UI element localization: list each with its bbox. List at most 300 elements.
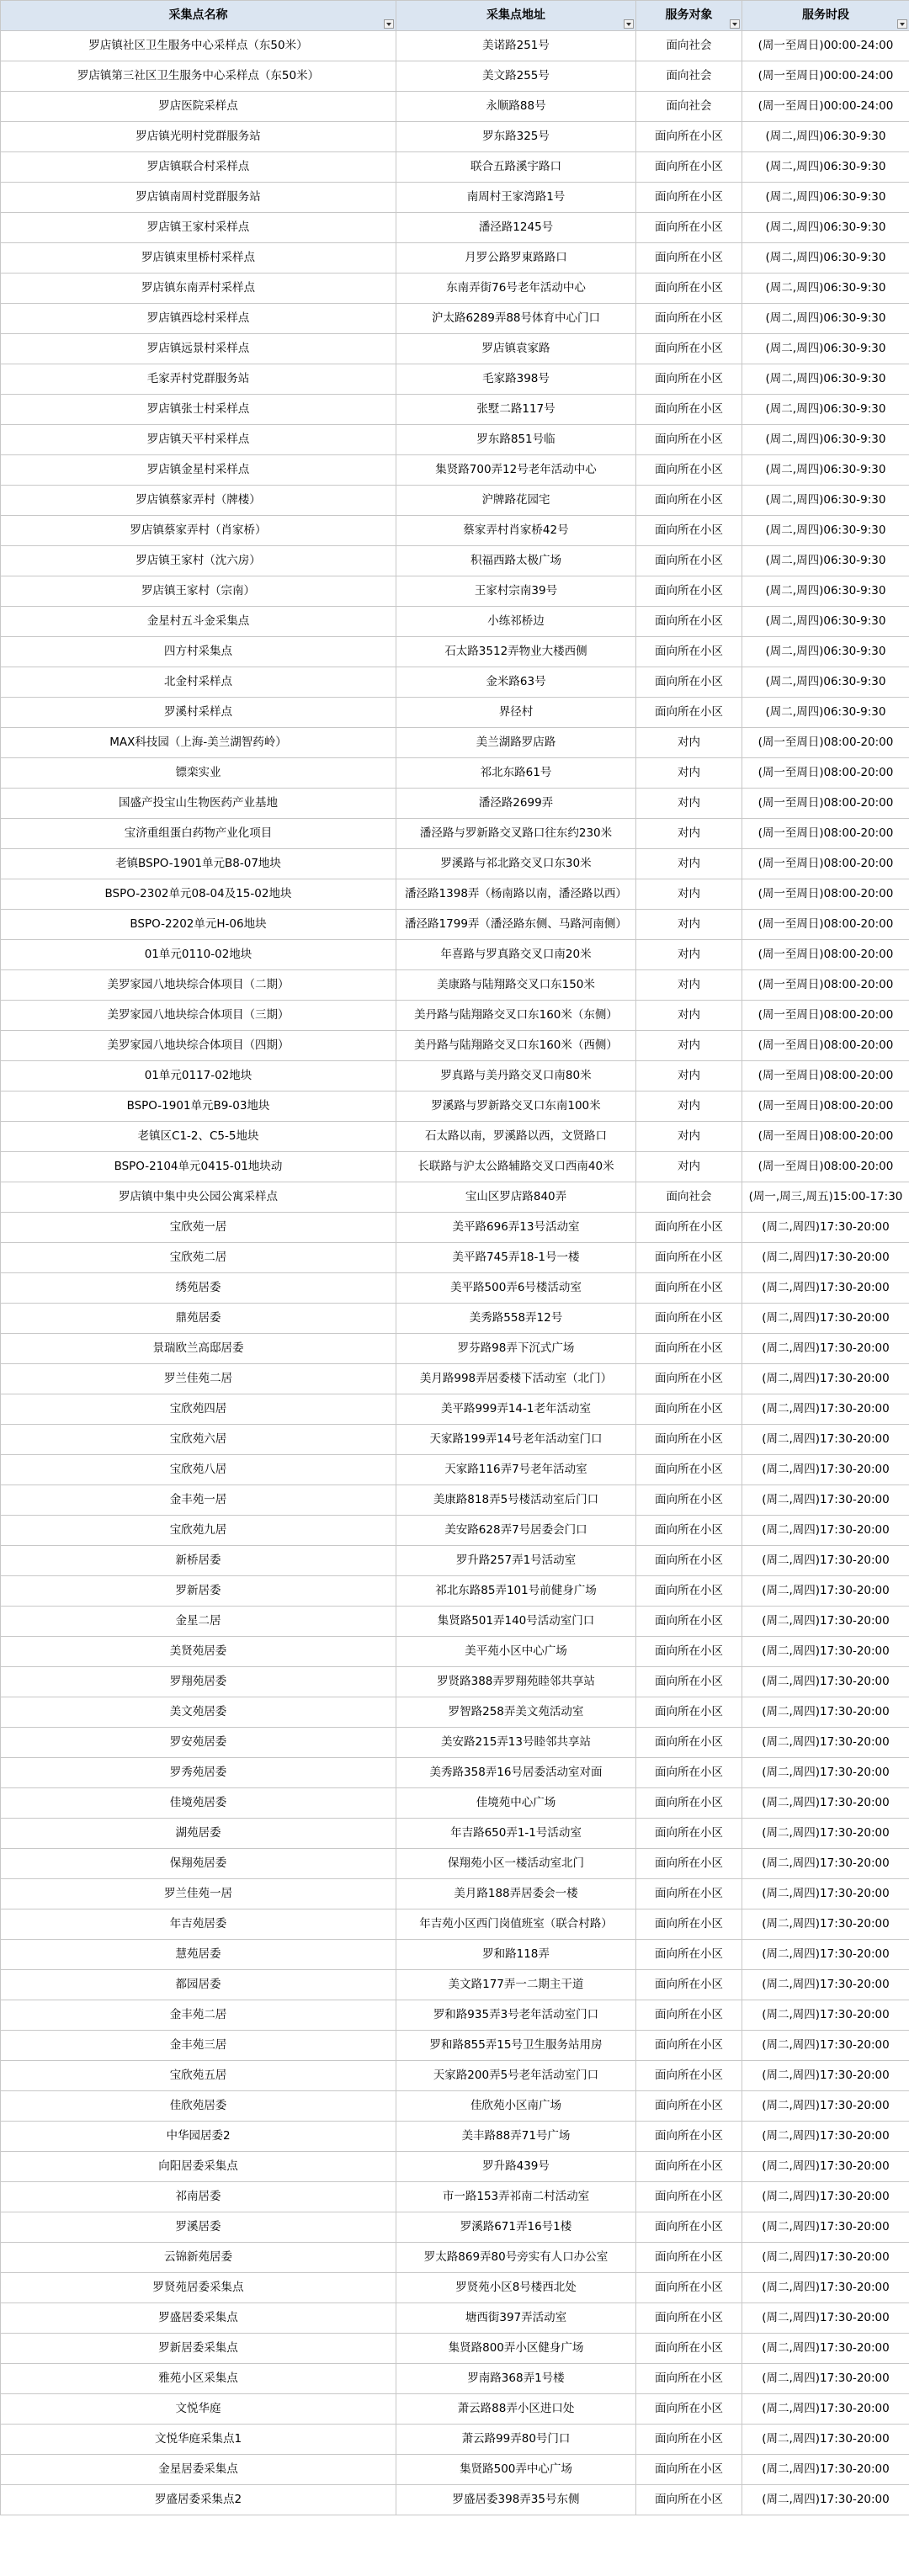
cell-target: 面向所在小区 [636,2000,742,2031]
cell-target: 面向所在小区 [636,152,742,183]
table-row [1,1697,909,1728]
cell-address: 保翔苑小区一楼活动室北门 [396,1849,636,1879]
cell-hours: (周二,周四)06:30-9:30 [742,607,909,637]
table-row [1,2152,909,2182]
cell-hours: (周二,周四)06:30-9:30 [742,183,909,213]
cell-hours: (周二,周四)06:30-9:30 [742,637,909,667]
cell-hours: (周二,周四)06:30-9:30 [742,425,909,455]
cell-name: 宝济重组蛋白药物产业化项目 [1,819,396,849]
cell-hours: (周二,周四)17:30-20:00 [742,1728,909,1758]
header-cell-address [396,1,636,31]
cell-target: 面向所在小区 [636,334,742,364]
cell-hours: (周二,周四)17:30-20:00 [742,1425,909,1455]
cell-name: 美罗家园八地块综合体项目（三期） [1,1001,396,1031]
cell-name: 美文苑居委 [1,1697,396,1728]
cell-target: 对内 [636,849,742,879]
cell-name: 宝欣苑一居 [1,1213,396,1243]
table-row [1,546,909,576]
table-row [1,1819,909,1849]
cell-name: 罗店镇中集中央公园公寓采样点 [1,1182,396,1213]
table-row [1,1243,909,1273]
cell-target: 面向所在小区 [636,1213,742,1243]
cell-hours: (周一至周日)08:00-20:00 [742,1122,909,1152]
cell-name: 罗溪村采样点 [1,698,396,728]
cell-address: 罗智路258弄美文苑活动室 [396,1697,636,1728]
cell-target: 面向所在小区 [636,2394,742,2425]
cell-name: 罗店镇远景村采样点 [1,334,396,364]
table-row [1,728,909,758]
cell-address: 年吉路650弄1-1号活动室 [396,1819,636,1849]
table-row [1,1788,909,1819]
cell-hours: (周二,周四)17:30-20:00 [742,1607,909,1637]
cell-hours: (周一至周日)08:00-20:00 [742,970,909,1001]
cell-target: 面向所在小区 [636,667,742,698]
cell-name: 罗店镇王家村（宗南） [1,576,396,607]
table-row [1,1061,909,1091]
table-row [1,607,909,637]
cell-target: 面向所在小区 [636,2364,742,2394]
table-row [1,274,909,304]
cell-name: 佳欣苑居委 [1,2091,396,2122]
cell-address: 美康路与陆翔路交叉口东150米 [396,970,636,1001]
cell-hours: (周二,周四)06:30-9:30 [742,334,909,364]
cell-name: 01单元0117-02地块 [1,1061,396,1091]
cell-hours: (周二,周四)17:30-20:00 [742,2334,909,2364]
table-row [1,516,909,546]
cell-hours: (周一至周日)08:00-20:00 [742,879,909,910]
cell-hours: (周二,周四)17:30-20:00 [742,1788,909,1819]
cell-address: 罗太路869弄80号旁实有人口办公室 [396,2243,636,2273]
cell-address: 罗芬路98弄下沉式广场 [396,1334,636,1364]
cell-name: 罗翔苑居委 [1,1667,396,1697]
cell-name: 罗兰佳苑二居 [1,1364,396,1394]
header-address-label: 采集点地址 [486,8,545,22]
cell-address: 祁北东路85弄101号前健身广场 [396,1576,636,1607]
cell-address: 石太路以南，罗溪路以西，文贤路口 [396,1122,636,1152]
cell-hours: (周二,周四)17:30-20:00 [742,2212,909,2243]
cell-name: 金丰苑三居 [1,2031,396,2061]
table-row [1,2394,909,2425]
cell-name: 云锦新苑居委 [1,2243,396,2273]
cell-address: 佳境苑中心广场 [396,1788,636,1819]
filter-dropdown-icon[interactable] [624,19,634,29]
cell-target: 对内 [636,819,742,849]
table-row [1,2455,909,2485]
cell-name: 金星村五斗金采集点 [1,607,396,637]
table-row [1,2091,909,2122]
cell-name: 新桥居委 [1,1546,396,1576]
cell-address: 罗和路118弄 [396,1940,636,1970]
cell-hours: (周二,周四)17:30-20:00 [742,2061,909,2091]
cell-target: 面向所在小区 [636,2303,742,2334]
table-row [1,1849,909,1879]
table-row [1,1031,909,1061]
cell-target: 面向所在小区 [636,1334,742,1364]
table-row [1,1213,909,1243]
table-row [1,1728,909,1758]
table-row [1,819,909,849]
cell-address: 潘泾路1398弄（杨南路以南，潘泾路以西） [396,879,636,910]
cell-name: 国盛产投宝山生物医药产业基地 [1,789,396,819]
cell-address: 潘泾路1245号 [396,213,636,243]
table-row [1,122,909,152]
table-row [1,152,909,183]
table-row [1,2031,909,2061]
cell-address: 罗东路851号临 [396,425,636,455]
cell-name: 年吉苑居委 [1,1909,396,1940]
cell-hours: (周二,周四)17:30-20:00 [742,2425,909,2455]
cell-address: 罗和路855弄15号卫生服务站用房 [396,2031,636,2061]
cell-hours: (周二,周四)17:30-20:00 [742,2303,909,2334]
table-row [1,698,909,728]
table-row [1,1273,909,1304]
cell-name: 鼎苑居委 [1,1304,396,1334]
cell-hours: (周二,周四)17:30-20:00 [742,1909,909,1940]
table-row [1,31,909,61]
cell-address: 集贤路501弄140号活动室门口 [396,1607,636,1637]
cell-name: 罗贤苑居委采集点 [1,2273,396,2303]
cell-name: 金星二居 [1,1607,396,1637]
cell-target: 面向所在小区 [636,1273,742,1304]
cell-target: 对内 [636,1122,742,1152]
cell-hours: (周一至周日)00:00-24:00 [742,92,909,122]
cell-target: 对内 [636,1031,742,1061]
cell-target: 面向所在小区 [636,2061,742,2091]
cell-target: 面向所在小区 [636,1304,742,1334]
table-row [1,970,909,1001]
cell-hours: (周二,周四)17:30-20:00 [742,1576,909,1607]
table-row [1,213,909,243]
cell-target: 面向所在小区 [636,1607,742,1637]
cell-target: 面向所在小区 [636,2425,742,2455]
cell-name: 金星居委采集点 [1,2455,396,2485]
table-row [1,425,909,455]
cell-target: 面向所在小区 [636,243,742,274]
header-name-label: 采集点名称 [168,8,228,22]
cell-name: 景瑞欧兰高邸居委 [1,1334,396,1364]
cell-hours: (周一至周日)08:00-20:00 [742,758,909,789]
cell-hours: (周二,周四)17:30-20:00 [742,1637,909,1667]
filter-dropdown-icon[interactable] [897,19,907,29]
cell-address: 罗东路325号 [396,122,636,152]
cell-name: 老镇区C1-2、C5-5地块 [1,1122,396,1152]
cell-name: 罗盛居委采集点 [1,2303,396,2334]
cell-name: 罗兰佳苑一居 [1,1879,396,1909]
cell-target: 面向所在小区 [636,1637,742,1667]
table-row [1,395,909,425]
cell-name: 文悦华庭 [1,2394,396,2425]
cell-address: 美丹路与陆翔路交叉口东160米（西侧） [396,1031,636,1061]
cell-target: 面向社会 [636,31,742,61]
cell-name: 罗盛居委采集点2 [1,2485,396,2515]
cell-hours: (周二,周四)17:30-20:00 [742,1455,909,1485]
cell-name: 罗新居委采集点 [1,2334,396,2364]
cell-target: 面向所在小区 [636,1819,742,1849]
cell-hours: (周二,周四)17:30-20:00 [742,2455,909,2485]
cell-address: 罗贤苑小区8号楼西北处 [396,2273,636,2303]
cell-target: 面向所在小区 [636,2485,742,2515]
cell-address: 罗溪路671弄16号1楼 [396,2212,636,2243]
table-row [1,2000,909,2031]
cell-hours: (周二,周四)06:30-9:30 [742,546,909,576]
cell-target: 面向所在小区 [636,1758,742,1788]
table-row [1,576,909,607]
cell-address: 萧云路88弄小区进口处 [396,2394,636,2425]
table-row [1,2334,909,2364]
cell-name: 罗店镇蔡家弄村（牌楼） [1,486,396,516]
cell-name: 罗店镇蔡家弄村（肖家桥） [1,516,396,546]
table-row [1,2122,909,2152]
cell-address: 美平路745弄18-1号一楼 [396,1243,636,1273]
cell-address: 美安路215弄13号睦邻共享站 [396,1728,636,1758]
cell-address: 宝山区罗店路840弄 [396,1182,636,1213]
cell-hours: (周二,周四)17:30-20:00 [742,2182,909,2212]
cell-name: 罗店镇金星村采样点 [1,455,396,486]
cell-hours: (周二,周四)17:30-20:00 [742,1697,909,1728]
cell-target: 面向所在小区 [636,1425,742,1455]
cell-address: 年喜路与罗真路交叉口南20米 [396,940,636,970]
cell-address: 年吉苑小区西门岗值班室（联合村路） [396,1909,636,1940]
cell-hours: (周一至周日)08:00-20:00 [742,1061,909,1091]
cell-address: 美月路188弄居委会一楼 [396,1879,636,1909]
cell-target: 面向所在小区 [636,1243,742,1273]
cell-name: 宝欣苑四居 [1,1394,396,1425]
cell-target: 面向所在小区 [636,1697,742,1728]
cell-address: 沪牌路花园宅 [396,486,636,516]
cell-name: 罗店镇第三社区卫生服务中心采样点（东50米） [1,61,396,92]
cell-target: 面向所在小区 [636,1909,742,1940]
table-row [1,849,909,879]
table-row [1,304,909,334]
table-row [1,455,909,486]
cell-address: 美丰路88弄71号广场 [396,2122,636,2152]
cell-target: 面向社会 [636,92,742,122]
cell-address: 罗溪路与祁北路交叉口东30米 [396,849,636,879]
cell-name: 罗店镇王家村（沈六房） [1,546,396,576]
cell-hours: (周二,周四)17:30-20:00 [742,1304,909,1334]
cell-address: 沪太路6289弄88号体育中心门口 [396,304,636,334]
cell-address: 永顺路88号 [396,92,636,122]
table-row [1,92,909,122]
cell-target: 面向所在小区 [636,637,742,667]
cell-address: 潘泾路2699弄 [396,789,636,819]
cell-name: 宝欣苑二居 [1,1243,396,1273]
cell-target: 面向所在小区 [636,607,742,637]
cell-hours: (周二,周四)17:30-20:00 [742,1243,909,1273]
cell-target: 面向所在小区 [636,516,742,546]
cell-hours: (周二,周四)06:30-9:30 [742,243,909,274]
cell-hours: (周二,周四)06:30-9:30 [742,516,909,546]
cell-target: 面向所在小区 [636,2031,742,2061]
table-row [1,2364,909,2394]
cell-hours: (周二,周四)17:30-20:00 [742,1485,909,1516]
cell-target: 面向所在小区 [636,425,742,455]
cell-target: 面向所在小区 [636,2091,742,2122]
cell-address: 张墅二路117号 [396,395,636,425]
table-row [1,1516,909,1546]
cell-target: 面向所在小区 [636,1394,742,1425]
filter-dropdown-icon[interactable] [730,19,740,29]
cell-target: 面向所在小区 [636,455,742,486]
table-row [1,1637,909,1667]
table-row [1,1879,909,1909]
table-row [1,334,909,364]
cell-target: 对内 [636,789,742,819]
cell-target: 面向所在小区 [636,1455,742,1485]
cell-address: 天家路116弄7号老年活动室 [396,1455,636,1485]
cell-address: 潘泾路1799弄（潘泾路东侧、马路河南侧） [396,910,636,940]
cell-name: 罗店医院采样点 [1,92,396,122]
cell-name: BSPO-2202单元H-06地块 [1,910,396,940]
cell-hours: (周二,周四)17:30-20:00 [742,2273,909,2303]
cell-address: 美丹路与陆翔路交叉口东160米（东侧） [396,1001,636,1031]
cell-name: 金丰苑二居 [1,2000,396,2031]
table-row [1,2212,909,2243]
table-row [1,486,909,516]
cell-name: 罗安苑居委 [1,1728,396,1758]
cell-name: 老镇BSPO-1901单元B8-07地块 [1,849,396,879]
cell-target: 面向所在小区 [636,1788,742,1819]
cell-target: 对内 [636,940,742,970]
cell-name: 美罗家园八地块综合体项目（二期） [1,970,396,1001]
cell-address: 小练祁桥边 [396,607,636,637]
cell-target: 面向所在小区 [636,546,742,576]
cell-hours: (周二,周四)17:30-20:00 [742,2243,909,2273]
cell-target: 面向所在小区 [636,698,742,728]
cell-hours: (周一至周日)08:00-20:00 [742,849,909,879]
cell-target: 面向所在小区 [636,2152,742,2182]
table-row [1,2273,909,2303]
cell-target: 面向社会 [636,61,742,92]
cell-address: 美康路818弄5号楼活动室后门口 [396,1485,636,1516]
cell-name: 文悦华庭采集点1 [1,2425,396,2455]
cell-name: 绣苑居委 [1,1273,396,1304]
cell-target: 面向所在小区 [636,1516,742,1546]
cell-target: 面向所在小区 [636,1849,742,1879]
table-row [1,1546,909,1576]
cell-name: 毛家弄村党群服务站 [1,364,396,395]
cell-target: 面向所在小区 [636,304,742,334]
cell-address: 美平苑小区中心广场 [396,1637,636,1667]
cell-hours: (周二,周四)06:30-9:30 [742,152,909,183]
table-row [1,1940,909,1970]
cell-name: 美罗家园八地块综合体项目（四期） [1,1031,396,1061]
cell-name: 金丰苑一居 [1,1485,396,1516]
cell-address: 罗真路与美丹路交叉口南80米 [396,1061,636,1091]
cell-address: 美月路998弄居委楼下活动室（北门） [396,1364,636,1394]
cell-hours: (周二,周四)06:30-9:30 [742,304,909,334]
cell-name: 罗店镇社区卫生服务中心采样点（东50米） [1,31,396,61]
cell-target: 面向所在小区 [636,2243,742,2273]
cell-hours: (周二,周四)17:30-20:00 [742,1819,909,1849]
header-cell-hours [742,1,909,31]
cell-hours: (周二,周四)17:30-20:00 [742,1758,909,1788]
cell-name: 美贤苑居委 [1,1637,396,1667]
cell-hours: (周二,周四)06:30-9:30 [742,213,909,243]
cell-hours: (周二,周四)06:30-9:30 [742,364,909,395]
cell-address: 美兰湖路罗店路 [396,728,636,758]
filter-dropdown-icon[interactable] [384,19,394,29]
cell-target: 面向所在小区 [636,1485,742,1516]
cell-target: 面向社会 [636,1182,742,1213]
cell-name: 罗新居委 [1,1576,396,1607]
cell-name: 罗店镇天平村采样点 [1,425,396,455]
cell-target: 面向所在小区 [636,1879,742,1909]
cell-target: 面向所在小区 [636,1667,742,1697]
cell-target: 面向所在小区 [636,486,742,516]
cell-target: 对内 [636,879,742,910]
table-row [1,2425,909,2455]
cell-address: 美平路999弄14-1老年活动室 [396,1394,636,1425]
cell-target: 对内 [636,970,742,1001]
header-hours-label: 服务时段 [802,8,849,22]
cell-address: 南周村王家湾路1号 [396,183,636,213]
cell-target: 面向所在小区 [636,364,742,395]
table-row [1,1455,909,1485]
cell-hours: (周二,周四)06:30-9:30 [742,576,909,607]
cell-address: 罗盛居委398弄35号东侧 [396,2485,636,2515]
cell-name: 雅苑小区采集点 [1,2364,396,2394]
cell-name: 宝欣苑六居 [1,1425,396,1455]
cell-name: 罗秀苑居委 [1,1758,396,1788]
cell-target: 对内 [636,728,742,758]
cell-hours: (周一至周日)08:00-20:00 [742,728,909,758]
table-row [1,1576,909,1607]
table-header [1,1,909,31]
cell-hours: (周二,周四)06:30-9:30 [742,122,909,152]
cell-name: 罗店镇西埝村采样点 [1,304,396,334]
cell-hours: (周二,周四)17:30-20:00 [742,1516,909,1546]
cell-name: BSPO-2104单元0415-01地块动 [1,1152,396,1182]
table-row [1,789,909,819]
table-row [1,1122,909,1152]
cell-address: 东南弄街76号老年活动中心 [396,274,636,304]
cell-name: 罗店镇束里桥村采样点 [1,243,396,274]
cell-name: 宝欣苑五居 [1,2061,396,2091]
cell-address: 集贤路800弄小区健身广场 [396,2334,636,2364]
cell-name: 向阳居委采集点 [1,2152,396,2182]
cell-target: 对内 [636,1152,742,1182]
table-row [1,243,909,274]
cell-name: 罗店镇南周村党群服务站 [1,183,396,213]
cell-hours: (周一,周三,周五)15:00-17:30 [742,1182,909,1213]
cell-address: 佳欣苑小区南广场 [396,2091,636,2122]
table-row [1,1152,909,1182]
cell-target: 对内 [636,758,742,789]
cell-name: 镖栾实业 [1,758,396,789]
cell-target: 对内 [636,910,742,940]
cell-target: 对内 [636,1061,742,1091]
cell-hours: (周二,周四)17:30-20:00 [742,1879,909,1909]
cell-name: 01单元0110-02地块 [1,940,396,970]
cell-address: 积福西路太极广场 [396,546,636,576]
cell-address: 美诺路251号 [396,31,636,61]
cell-target: 面向所在小区 [636,122,742,152]
cell-address: 集贤路500弄中心广场 [396,2455,636,2485]
cell-target: 面向所在小区 [636,395,742,425]
table-row [1,1364,909,1394]
cell-address: 市一路153弄祁南二村活动室 [396,2182,636,2212]
cell-target: 面向所在小区 [636,183,742,213]
cell-name: 罗店镇联合村采样点 [1,152,396,183]
cell-address: 美平路696弄13号活动室 [396,1213,636,1243]
cell-hours: (周二,周四)17:30-20:00 [742,2000,909,2031]
cell-name: 佳境苑居委 [1,1788,396,1819]
cell-name: 湖苑居委 [1,1819,396,1849]
cell-hours: (周二,周四)06:30-9:30 [742,486,909,516]
cell-hours: (周二,周四)17:30-20:00 [742,1213,909,1243]
cell-address: 蔡家弄村肖家桥42号 [396,516,636,546]
